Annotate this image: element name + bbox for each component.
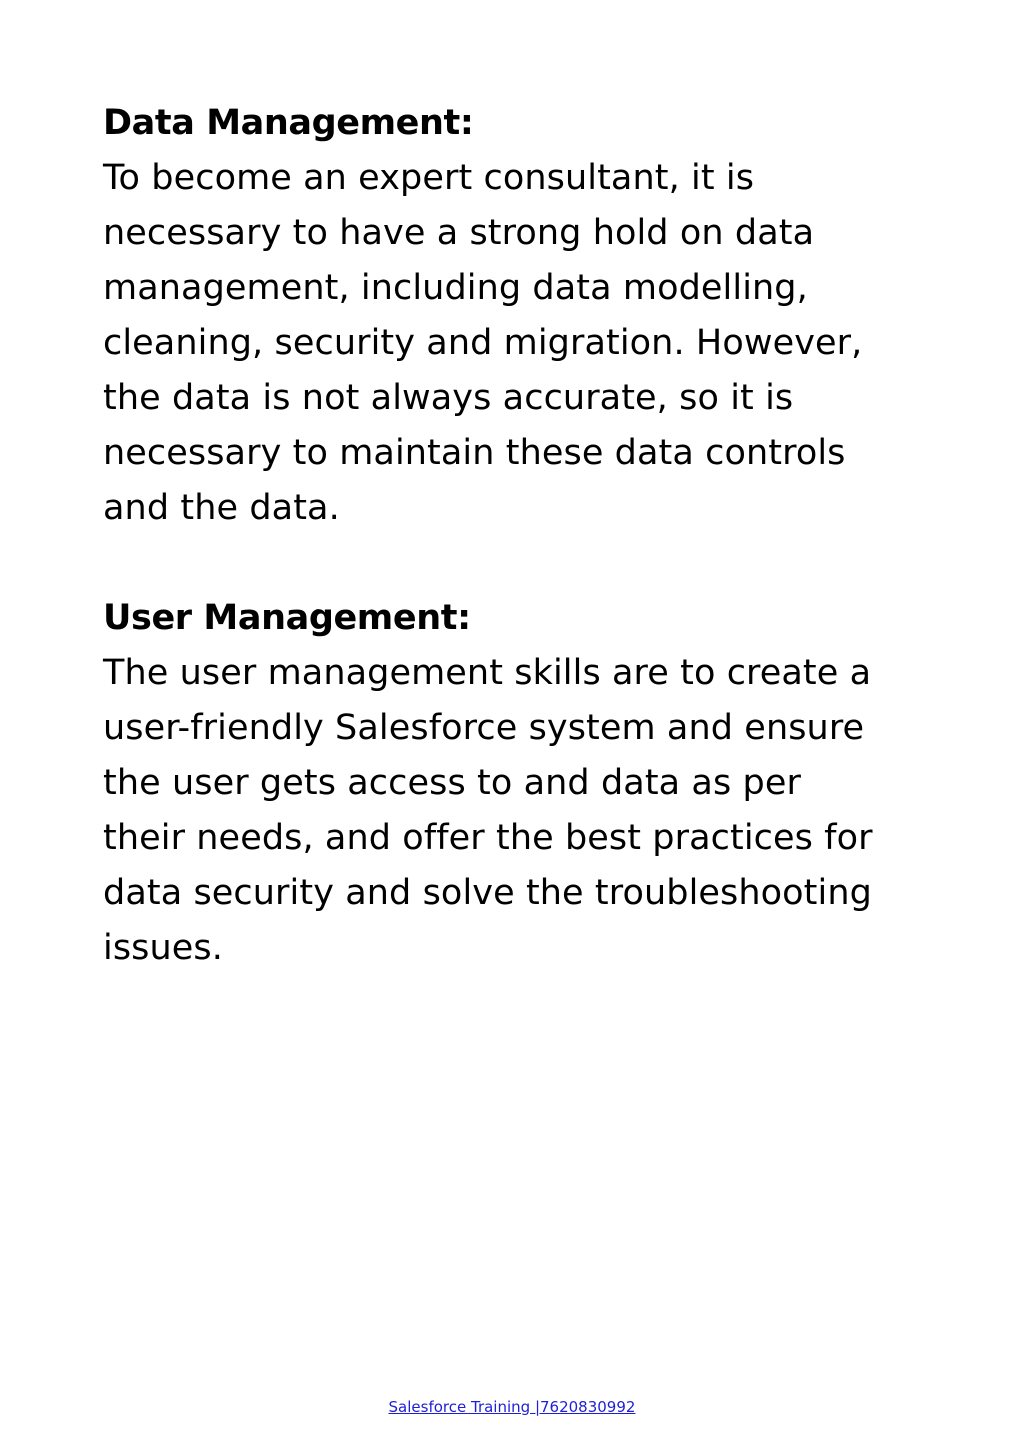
footer-link[interactable]: Salesforce Training |7620830992 [388,1398,636,1416]
paragraph-line: The user management skills are to create a [103,653,872,693]
paragraph-line: and the data. [103,488,340,528]
page-footer [0,1396,1024,1418]
paragraph-line: necessary to maintain these data controls [103,433,846,473]
section-paragraph [103,646,983,976]
paragraph-line: management, including data modelling, [103,268,808,308]
paragraph-line: the data is not always accurate, so it is [103,378,794,418]
section-heading: Data Management: [103,103,474,143]
paragraph-line: cleaning, security and migration. However, [103,323,863,363]
paragraph-line: user-friendly Salesforce system and ensure [103,708,865,748]
paragraph-line: the user gets access to and data as per [103,763,801,803]
user-management-section [103,591,983,976]
paragraph-line: To become an expert consultant, it is [103,158,755,198]
section-heading: User Management: [103,598,471,638]
paragraph-line: issues. [103,928,223,968]
data-management-section [103,96,983,536]
paragraph-line: necessary to have a strong hold on data [103,213,815,253]
section-paragraph [103,151,983,536]
paragraph-line: their needs, and offer the best practices for [103,818,873,858]
paragraph-line: data security and solve the troubleshooting [103,873,872,913]
